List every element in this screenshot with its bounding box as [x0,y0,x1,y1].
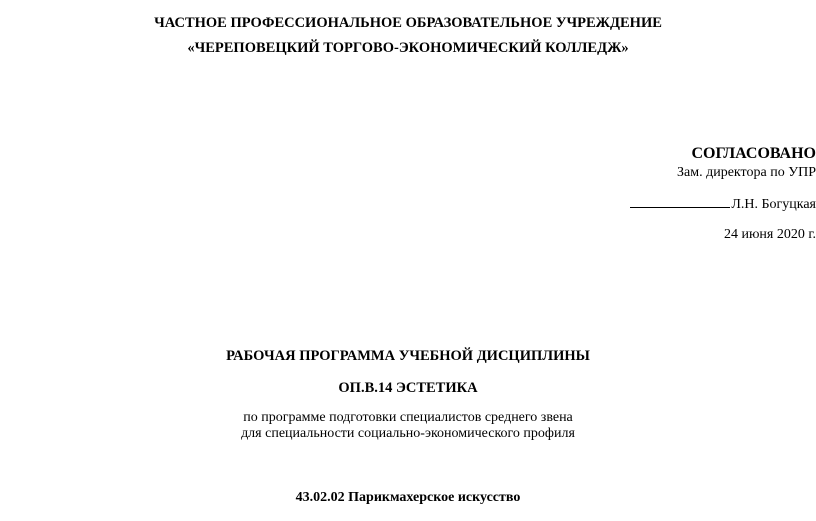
approval-signature-line [630,196,816,212]
approval-position: Зам. директора по УПР [677,165,816,180]
program-description-line1: по программе подготовки специалистов среднего звена [243,410,573,425]
approval-title: СОГЛАСОВАНО [691,145,816,162]
program-description-line2: для специальности социально-экономического профиля [241,426,575,441]
program-title: РАБОЧАЯ ПРОГРАММА УЧЕБНОЙ ДИСЦИПЛИНЫ [226,348,590,364]
signature-blank [630,196,730,208]
institution-name: «ЧЕРЕПОВЕЦКИЙ ТОРГОВО-ЭКОНОМИЧЕСКИЙ КОЛЛЕДЖ» [187,40,629,56]
specialty-title: 43.02.02 Парикмахерское искусство [295,490,521,505]
institution-type: ЧАСТНОЕ ПРОФЕССИОНАЛЬНОЕ ОБРАЗОВАТЕЛЬНОЕ УЧРЕЖДЕНИЕ [154,15,662,31]
approval-date: 24 июня 2020 г. [723,227,816,242]
discipline-title: ОП.В.14 ЭСТЕТИКА [338,380,478,396]
approval-signatory: Л.Н. Богуцкая [731,197,816,212]
